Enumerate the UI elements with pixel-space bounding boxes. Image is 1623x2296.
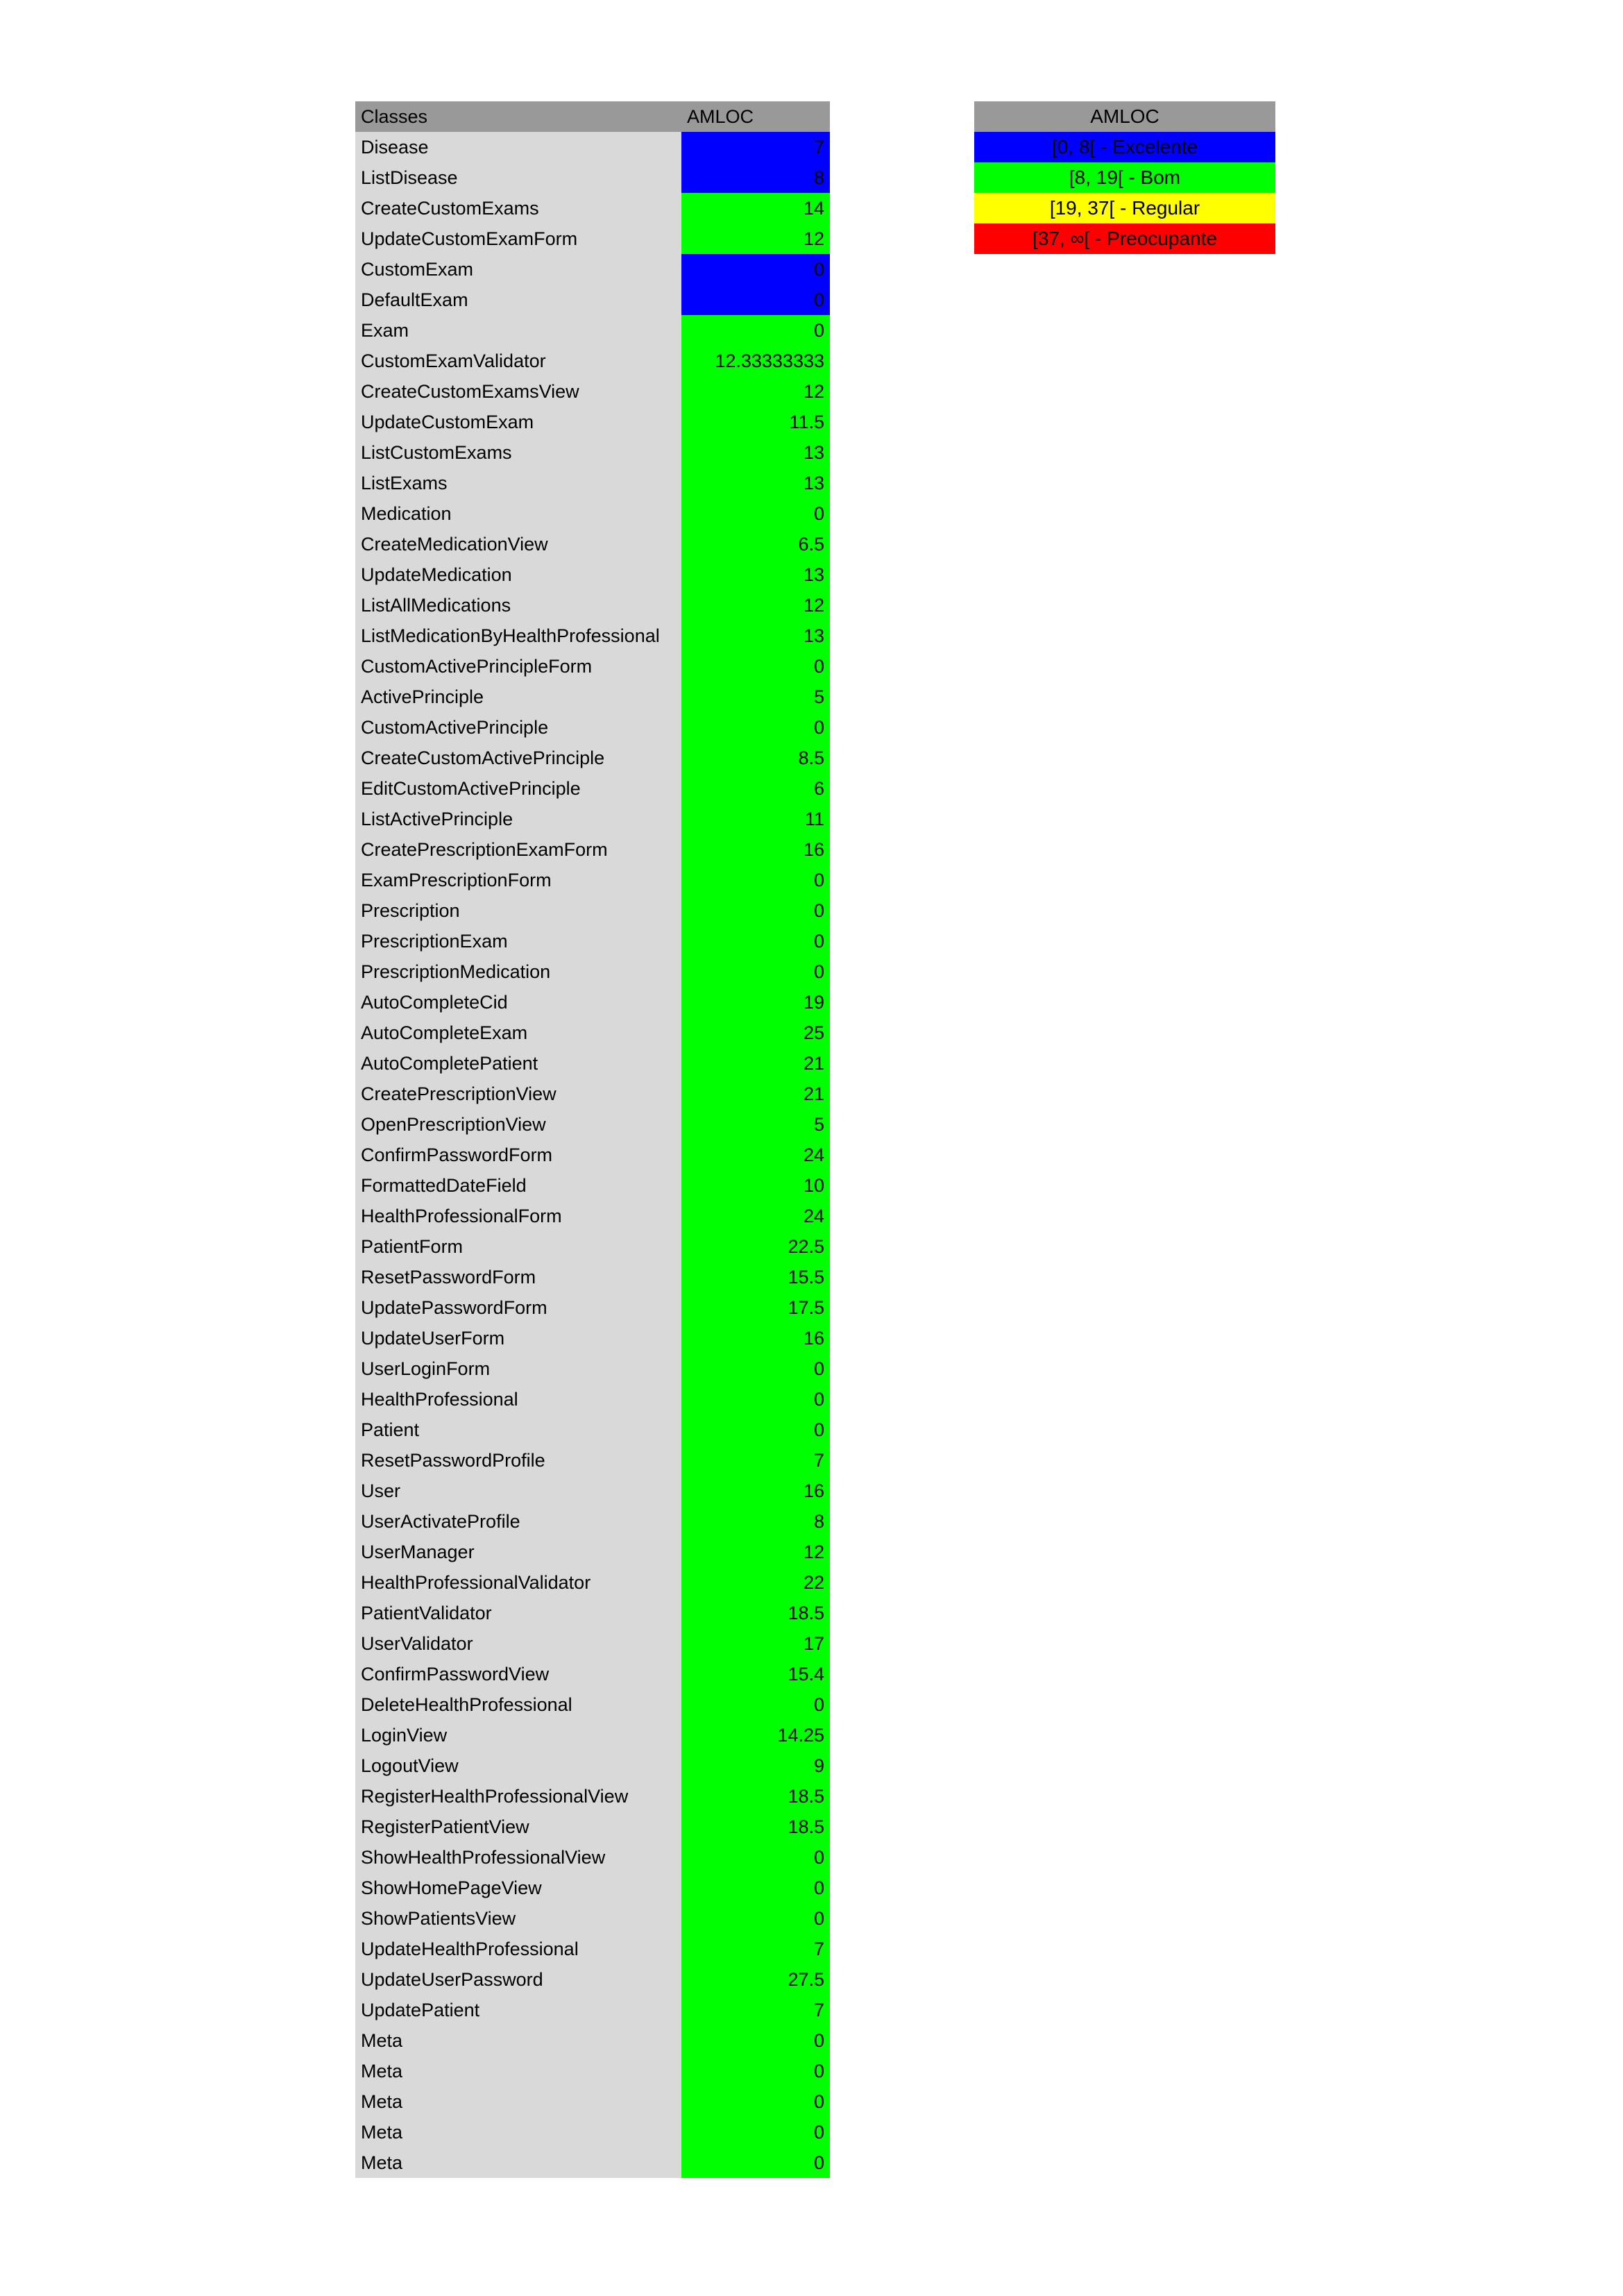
table-row: [355, 2117, 830, 2147]
amloc-value-cell: 6: [681, 773, 830, 804]
class-name-cell: Disease: [355, 132, 681, 162]
table-body: [355, 132, 830, 2178]
amloc-value-cell: 15.5: [681, 1262, 830, 1292]
class-name-cell: Meta: [355, 2147, 681, 2178]
table-row: [355, 1506, 830, 1537]
class-name-cell: ResetPasswordProfile: [355, 1445, 681, 1476]
table-row: [355, 1476, 830, 1506]
class-name-cell: Meta: [355, 2025, 681, 2056]
table-row: [355, 1201, 830, 1231]
table-row: [355, 987, 830, 1018]
class-name-cell: RegisterPatientView: [355, 1812, 681, 1842]
class-name-cell: UserActivateProfile: [355, 1506, 681, 1537]
table-row: [355, 2056, 830, 2086]
table-row: [355, 132, 830, 162]
amloc-value-cell: 0: [681, 2117, 830, 2147]
amloc-value-cell: 0: [681, 2056, 830, 2086]
class-name-cell: ConfirmPasswordForm: [355, 1140, 681, 1170]
class-name-cell: ExamPrescriptionForm: [355, 865, 681, 895]
class-name-cell: ActivePrinciple: [355, 682, 681, 712]
table-row: [355, 1140, 830, 1170]
table-row: [355, 1903, 830, 1934]
class-name-cell: ShowHomePageView: [355, 1873, 681, 1903]
legend-table: [974, 101, 1275, 254]
amloc-value-cell: 12: [681, 590, 830, 621]
amloc-value-cell: 9: [681, 1750, 830, 1781]
table-row: [355, 1812, 830, 1842]
table-row: [355, 1415, 830, 1445]
amloc-value-cell: 22: [681, 1567, 830, 1598]
table-row: [355, 1689, 830, 1720]
class-name-cell: UpdateUserForm: [355, 1323, 681, 1353]
amloc-value-cell: 0: [681, 254, 830, 285]
table-row: [355, 498, 830, 529]
amloc-value-cell: 12: [681, 223, 830, 254]
table-row: [355, 2086, 830, 2117]
amloc-value-cell: 16: [681, 1476, 830, 1506]
amloc-value-cell: 16: [681, 1323, 830, 1353]
table-row: [355, 1292, 830, 1323]
amloc-value-cell: 18.5: [681, 1598, 830, 1628]
class-name-cell: LoginView: [355, 1720, 681, 1750]
amloc-value-cell: 15.4: [681, 1659, 830, 1689]
amloc-value-cell: 7: [681, 1995, 830, 2025]
class-name-cell: CreatePrescriptionView: [355, 1079, 681, 1109]
class-name-cell: AutoCompleteExam: [355, 1018, 681, 1048]
table-row: [355, 1628, 830, 1659]
amloc-value-cell: 24: [681, 1140, 830, 1170]
table-row: [355, 1537, 830, 1567]
table-row: [355, 162, 830, 193]
amloc-value-cell: 21: [681, 1048, 830, 1079]
table-row: [355, 1873, 830, 1903]
amloc-value-cell: 12: [681, 376, 830, 407]
amloc-value-cell: 5: [681, 1109, 830, 1140]
table-row: [355, 1323, 830, 1353]
amloc-value-cell: 0: [681, 1689, 830, 1720]
class-name-cell: UpdateHealthProfessional: [355, 1934, 681, 1964]
class-name-cell: CreateCustomExamsView: [355, 376, 681, 407]
class-name-cell: Exam: [355, 315, 681, 346]
amloc-value-cell: 18.5: [681, 1781, 830, 1812]
legend-body: [974, 132, 1275, 254]
table-row: [355, 712, 830, 743]
class-name-cell: ListExams: [355, 468, 681, 498]
amloc-value-cell: 8: [681, 1506, 830, 1537]
table-row: [355, 1781, 830, 1812]
legend-row: [974, 193, 1275, 223]
class-name-cell: ResetPasswordForm: [355, 1262, 681, 1292]
class-name-cell: UpdateCustomExamForm: [355, 223, 681, 254]
class-name-cell: Medication: [355, 498, 681, 529]
class-name-cell: CustomActivePrincipleForm: [355, 651, 681, 682]
amloc-value-cell: 0: [681, 2025, 830, 2056]
class-name-cell: CustomActivePrinciple: [355, 712, 681, 743]
table-row: [355, 315, 830, 346]
class-name-cell: ListCustomExams: [355, 437, 681, 468]
amloc-value-cell: 12.33333333: [681, 346, 830, 376]
amloc-value-cell: 18.5: [681, 1812, 830, 1842]
amloc-value-cell: 14: [681, 193, 830, 223]
amloc-value-cell: 22.5: [681, 1231, 830, 1262]
class-name-cell: UserValidator: [355, 1628, 681, 1659]
legend-row: [974, 223, 1275, 254]
table-row: [355, 1048, 830, 1079]
amloc-value-cell: 0: [681, 865, 830, 895]
table-row: [355, 559, 830, 590]
amloc-value-cell: 6.5: [681, 529, 830, 559]
class-name-cell: Meta: [355, 2056, 681, 2086]
amloc-value-cell: 21: [681, 1079, 830, 1109]
class-name-cell: DeleteHealthProfessional: [355, 1689, 681, 1720]
table-row: [355, 193, 830, 223]
class-name-cell: ConfirmPasswordView: [355, 1659, 681, 1689]
amloc-table: [355, 101, 830, 2178]
amloc-value-cell: 7: [681, 132, 830, 162]
table-row: [355, 895, 830, 926]
amloc-value-cell: 12: [681, 1537, 830, 1567]
class-name-cell: ListMedicationByHealthProfessional: [355, 621, 681, 651]
class-name-cell: UpdatePatient: [355, 1995, 681, 2025]
class-name-cell: User: [355, 1476, 681, 1506]
table-row: [355, 1170, 830, 1201]
class-name-cell: Prescription: [355, 895, 681, 926]
class-name-cell: PrescriptionExam: [355, 926, 681, 956]
table-row: [355, 1842, 830, 1873]
class-name-cell: AutoCompleteCid: [355, 987, 681, 1018]
table-row: [355, 834, 830, 865]
amloc-value-cell: 13: [681, 437, 830, 468]
class-name-cell: PatientForm: [355, 1231, 681, 1262]
class-name-cell: CreateCustomActivePrinciple: [355, 743, 681, 773]
legend-item-green: [8, 19[ - Bom: [974, 162, 1275, 193]
amloc-value-cell: 0: [681, 651, 830, 682]
class-name-cell: FormattedDateField: [355, 1170, 681, 1201]
amloc-value-cell: 13: [681, 468, 830, 498]
table-row: [355, 468, 830, 498]
table-row: [355, 1720, 830, 1750]
table-row: [355, 1659, 830, 1689]
table-row: [355, 529, 830, 559]
table-row: [355, 376, 830, 407]
amloc-value-cell: 7: [681, 1445, 830, 1476]
amloc-value-cell: 0: [681, 1353, 830, 1384]
amloc-value-cell: 25: [681, 1018, 830, 1048]
table-row: [355, 254, 830, 285]
header-classes: Classes: [355, 101, 681, 132]
table-row: [355, 1353, 830, 1384]
table-row: [355, 1384, 830, 1415]
amloc-value-cell: 0: [681, 956, 830, 987]
class-name-cell: ListActivePrinciple: [355, 804, 681, 834]
class-name-cell: CreateMedicationView: [355, 529, 681, 559]
amloc-value-cell: 11.5: [681, 407, 830, 437]
amloc-value-cell: 16: [681, 834, 830, 865]
table-row: [355, 1995, 830, 2025]
amloc-value-cell: 0: [681, 2086, 830, 2117]
header-amloc: AMLOC: [681, 101, 830, 132]
table-row: [355, 804, 830, 834]
class-name-cell: ShowHealthProfessionalView: [355, 1842, 681, 1873]
class-name-cell: ListDisease: [355, 162, 681, 193]
class-name-cell: DefaultExam: [355, 285, 681, 315]
table-row: [355, 621, 830, 651]
class-name-cell: UserManager: [355, 1537, 681, 1567]
table-row: [355, 1750, 830, 1781]
class-name-cell: RegisterHealthProfessionalView: [355, 1781, 681, 1812]
legend-row: [974, 132, 1275, 162]
amloc-value-cell: 0: [681, 712, 830, 743]
table-row: [355, 437, 830, 468]
table-row: [355, 743, 830, 773]
class-name-cell: EditCustomActivePrinciple: [355, 773, 681, 804]
amloc-value-cell: 0: [681, 1903, 830, 1934]
amloc-value-cell: 13: [681, 621, 830, 651]
class-name-cell: CustomExamValidator: [355, 346, 681, 376]
class-name-cell: AutoCompletePatient: [355, 1048, 681, 1079]
table-row: [355, 865, 830, 895]
class-name-cell: UpdatePasswordForm: [355, 1292, 681, 1323]
amloc-value-cell: 11: [681, 804, 830, 834]
class-name-cell: Patient: [355, 1415, 681, 1445]
class-name-cell: OpenPrescriptionView: [355, 1109, 681, 1140]
class-name-cell: CreatePrescriptionExamForm: [355, 834, 681, 865]
table-row: [355, 682, 830, 712]
table-row: [355, 956, 830, 987]
table-header-row: [355, 101, 830, 132]
class-name-cell: UserLoginForm: [355, 1353, 681, 1384]
table-row: [355, 1964, 830, 1995]
class-name-cell: PrescriptionMedication: [355, 956, 681, 987]
legend-item-yellow: [19, 37[ - Regular: [974, 193, 1275, 223]
table-row: [355, 1567, 830, 1598]
amloc-value-cell: 0: [681, 2147, 830, 2178]
table-row: [355, 1598, 830, 1628]
amloc-value-cell: 0: [681, 315, 830, 346]
class-name-cell: UpdateMedication: [355, 559, 681, 590]
amloc-value-cell: 13: [681, 559, 830, 590]
amloc-value-cell: 7: [681, 1934, 830, 1964]
legend-header-row: [974, 101, 1275, 132]
table-row: [355, 407, 830, 437]
class-name-cell: HealthProfessional: [355, 1384, 681, 1415]
legend-header: AMLOC: [974, 101, 1275, 132]
amloc-value-cell: 0: [681, 1873, 830, 1903]
legend-row: [974, 162, 1275, 193]
table-row: [355, 926, 830, 956]
legend-item-red: [37, ∞[ - Preocupante: [974, 223, 1275, 254]
amloc-value-cell: 5: [681, 682, 830, 712]
table-row: [355, 285, 830, 315]
table-row: [355, 2147, 830, 2178]
table-row: [355, 773, 830, 804]
table-row: [355, 651, 830, 682]
table-row: [355, 346, 830, 376]
class-name-cell: PatientValidator: [355, 1598, 681, 1628]
table-row: [355, 1018, 830, 1048]
class-name-cell: ShowPatientsView: [355, 1903, 681, 1934]
class-name-cell: HealthProfessionalValidator: [355, 1567, 681, 1598]
class-name-cell: UpdateCustomExam: [355, 407, 681, 437]
amloc-value-cell: 0: [681, 895, 830, 926]
amloc-value-cell: 19: [681, 987, 830, 1018]
table-row: [355, 1231, 830, 1262]
table-row: [355, 1262, 830, 1292]
class-name-cell: ListAllMedications: [355, 590, 681, 621]
amloc-value-cell: 17.5: [681, 1292, 830, 1323]
amloc-value-cell: 0: [681, 926, 830, 956]
class-name-cell: HealthProfessionalForm: [355, 1201, 681, 1231]
legend-item-blue: [0, 8[ - Excelente: [974, 132, 1275, 162]
class-name-cell: UpdateUserPassword: [355, 1964, 681, 1995]
table-row: [355, 1934, 830, 1964]
amloc-value-cell: 0: [681, 498, 830, 529]
class-name-cell: CustomExam: [355, 254, 681, 285]
amloc-value-cell: 8: [681, 162, 830, 193]
table-row: [355, 223, 830, 254]
class-name-cell: Meta: [355, 2117, 681, 2147]
amloc-value-cell: 8.5: [681, 743, 830, 773]
amloc-value-cell: 27.5: [681, 1964, 830, 1995]
amloc-value-cell: 0: [681, 1384, 830, 1415]
table-row: [355, 1109, 830, 1140]
table-row: [355, 590, 830, 621]
amloc-value-cell: 0: [681, 285, 830, 315]
amloc-value-cell: 24: [681, 1201, 830, 1231]
table-row: [355, 1079, 830, 1109]
amloc-value-cell: 14.25: [681, 1720, 830, 1750]
class-name-cell: LogoutView: [355, 1750, 681, 1781]
amloc-value-cell: 17: [681, 1628, 830, 1659]
amloc-value-cell: 10: [681, 1170, 830, 1201]
amloc-value-cell: 0: [681, 1842, 830, 1873]
table-row: [355, 1445, 830, 1476]
class-name-cell: CreateCustomExams: [355, 193, 681, 223]
amloc-value-cell: 0: [681, 1415, 830, 1445]
table-row: [355, 2025, 830, 2056]
class-name-cell: Meta: [355, 2086, 681, 2117]
